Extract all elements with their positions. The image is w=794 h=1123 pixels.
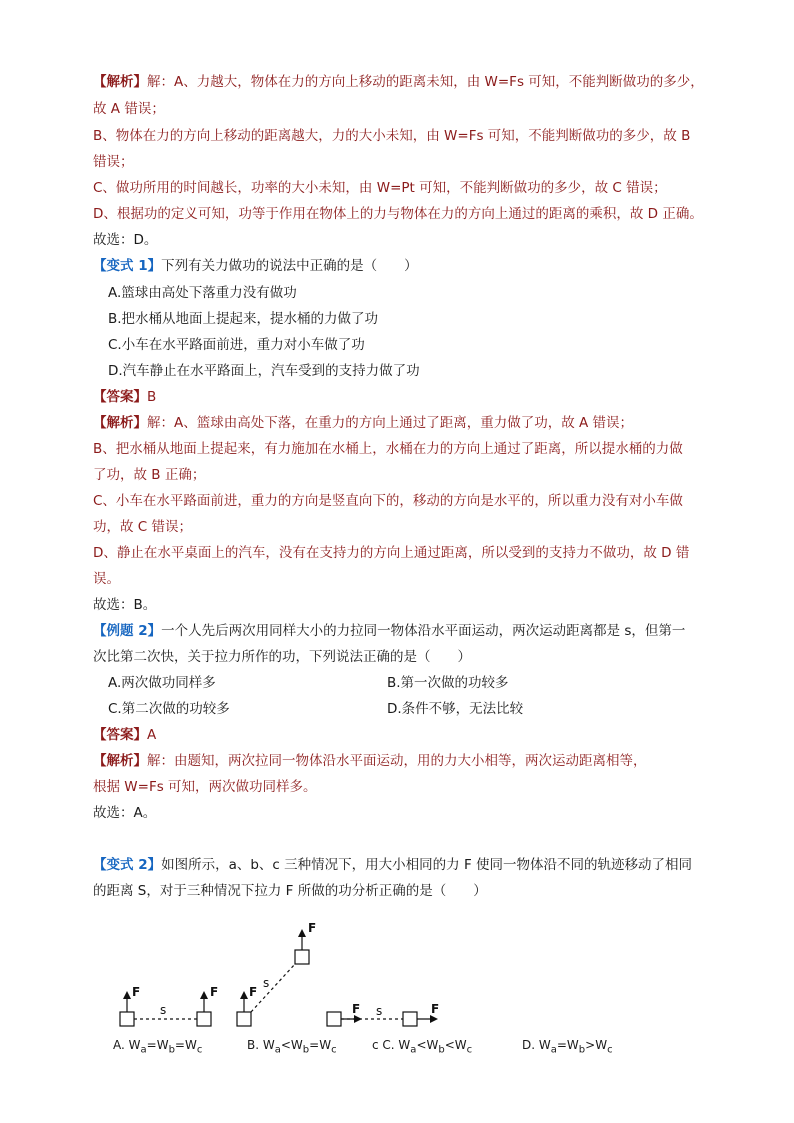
example-tag: 【例题 2】 bbox=[93, 623, 162, 639]
variant2-option-a: A. $W_a=W_b=W_c$ bbox=[113, 1038, 203, 1056]
box-c-end bbox=[403, 1012, 417, 1026]
analysis1-line-4: C、做功所用的时间越长，功率的大小未知，由 W=Pt 可知，不能判断做功的多少，故 C 错误； bbox=[93, 180, 667, 196]
example2-analysis-line-0: 【解析】解：由题知，两次拉同一物体沿水平面运动，用的力大小相等，两次运动距离相等， bbox=[93, 753, 647, 769]
variant1-answer: 【答案】B bbox=[93, 389, 157, 405]
example2-question-line-1: 次比第二次快，关于拉力所作的功，下列说法正确的是（ ） bbox=[93, 649, 471, 665]
example2-option-c: C.第二次做的功较多 bbox=[108, 701, 230, 717]
example2-question-line-0: 【例题 2】一个人先后两次用同样大小的力拉同一物体沿水平面运动，两次运动距离都是 s，但第一 bbox=[93, 623, 686, 639]
variant2-question-line-0: 【变式 2】如图所示，a、b、c 三种情况下，用大小相同的力 F 使同一物体沿不同的轨迹移动了相同 bbox=[93, 857, 692, 873]
force-label: F bbox=[132, 985, 141, 999]
variant1-analysis-line-4: 功，故 C 错误； bbox=[93, 519, 193, 535]
box-b-end bbox=[295, 950, 309, 964]
distance-b bbox=[251, 964, 295, 1012]
example2-analysis-line-1: 根据 W=Fs 可知，两次做功同样多。 bbox=[93, 779, 317, 795]
variant2-option-c: c C. $W_a<W_b<W_c$ bbox=[372, 1038, 473, 1056]
variant-tag: 【变式 1】 bbox=[93, 258, 162, 274]
example2-answer: 【答案】A bbox=[93, 727, 157, 743]
force-label: F bbox=[210, 985, 219, 999]
distance-label: s bbox=[263, 976, 270, 990]
analysis1-line-3: 错误； bbox=[93, 154, 134, 170]
variant2-option-d: D. $W_a=W_b>W_c$ bbox=[522, 1038, 613, 1056]
variant1-analysis-line-2: 了功，故 B 正确； bbox=[93, 467, 206, 483]
variant-tag: 【变式 2】 bbox=[93, 857, 162, 873]
box-a-end bbox=[197, 1012, 211, 1026]
force-label: F bbox=[352, 1002, 361, 1016]
analysis1-line-1: 故 A 错误； bbox=[93, 101, 165, 117]
variant1-question: 【变式 1】下列有关力做功的说法中正确的是（ ） bbox=[93, 258, 418, 274]
variant1-final: 故选：B。 bbox=[93, 597, 157, 613]
variant1-option-b: B.把水桶从地面上提起来，提水桶的力做了功 bbox=[108, 311, 379, 327]
distance-label: s bbox=[160, 1003, 167, 1017]
variant1-option-d: D.汽车静止在水平路面上，汽车受到的支持力做了功 bbox=[108, 363, 420, 379]
analysis-tag: 【解析】 bbox=[93, 74, 147, 90]
variant1-analysis-line-0: 【解析】解：A、篮球由高处下落，在重力的方向上通过了距离，重力做了功，故 A 错误； bbox=[93, 415, 634, 431]
box-b-start bbox=[237, 1012, 251, 1026]
force-label: F bbox=[308, 921, 317, 935]
example2-option-d: D.条件不够，无法比较 bbox=[387, 701, 524, 717]
variant1-analysis-line-1: B、把水桶从地面上提起来，有力施加在水桶上，水桶在力的方向上通过了距离，所以提水桶的力做 bbox=[93, 441, 683, 457]
example2-final: 故选：A。 bbox=[93, 805, 157, 821]
variant1-option-a: A.篮球由高处下落重力没有做功 bbox=[108, 285, 297, 301]
analysis1-line-0: 【解析】解：A、力越大，物体在力的方向上移动的距离未知，由 W=Fs 可知，不能判断做功的多少， bbox=[93, 74, 704, 90]
analysis1-answer: 故选：D。 bbox=[93, 232, 158, 248]
variant2-question-line-1: 的距离 S，对于三种情况下拉力 F 所做的功分析正确的是（ ） bbox=[93, 883, 487, 899]
force-figure bbox=[0, 900, 794, 1040]
force-label: F bbox=[431, 1002, 440, 1016]
variant1-analysis-line-5: D、静止在水平桌面上的汽车，没有在支持力的方向上通过距离，所以受到的支持力不做功，故 D 错 bbox=[93, 545, 690, 561]
variant1-option-c: C.小车在水平路面前进，重力对小车做了功 bbox=[108, 337, 365, 353]
example2-option-a: A.两次做功同样多 bbox=[108, 675, 216, 691]
distance-label: s bbox=[376, 1004, 383, 1018]
box-a-start bbox=[120, 1012, 134, 1026]
variant1-analysis-line-6: 误。 bbox=[93, 571, 120, 587]
analysis1-line-2: B、物体在力的方向上移动的距离越大，力的大小未知，由 W=Fs 可知，不能判断做功的多少，故 B bbox=[93, 128, 691, 144]
analysis1-line-5: D、根据功的定义可知，功等于作用在物体上的力与物体在力的方向上通过的距离的乘积，故 D 正确。 bbox=[93, 206, 703, 222]
example2-option-b: B.第一次做的功较多 bbox=[387, 675, 509, 691]
box-c-start bbox=[327, 1012, 341, 1026]
variant1-analysis-line-3: C、小车在水平路面前进，重力的方向是竖直向下的，移动的方向是水平的，所以重力没有对小车做 bbox=[93, 493, 683, 509]
force-label: F bbox=[249, 985, 258, 999]
variant2-option-b: B. $W_a<W_b=W_c$ bbox=[247, 1038, 337, 1056]
